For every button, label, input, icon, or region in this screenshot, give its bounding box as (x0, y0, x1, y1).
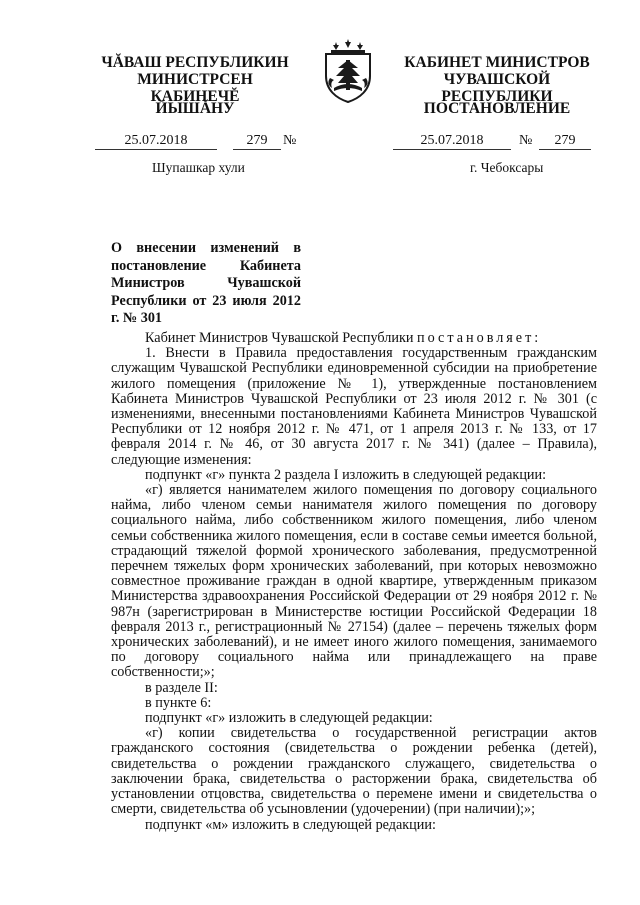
doc-date-chuvash: 25.07.2018 (95, 133, 217, 150)
issuer-chuvash-line2: МИНИСТРСЕН КАБИНЕЧĔ (137, 71, 253, 105)
body-paragraph: подпункт «м» изложить в следующей редакции: (145, 816, 436, 833)
coat-of-arms-icon (316, 38, 380, 106)
body-paragraph: «г) копии свидетельства о государственной регистрации актов гражданского состояния (свидетельства о рождении ребенка (детей), свидетельства о рождении гражданского служащего, свидетельства о заключении брака, свидетельства о расторжении брака, свидетельства об установлении отцовства, свидетельства о перемене имени и свидетельства о смерти, свидетельства об усыновлении (удочерении) (при наличии);»; (111, 725, 597, 818)
dateline-russian (393, 133, 598, 150)
body-paragraph: в пункте 6: (145, 694, 212, 711)
body-paragraph: подпункт «г» пункта 2 раздела I изложить в следующей редакции: (145, 466, 547, 483)
city-russian: г. Чебоксары (470, 160, 544, 175)
document-body (111, 331, 597, 833)
issuer-russian (392, 54, 602, 105)
intro-paragraph (111, 331, 597, 346)
dateline-chuvash (95, 133, 305, 150)
body-paragraph: в разделе II: (145, 679, 218, 696)
doc-date-russian: 25.07.2018 (393, 133, 511, 150)
number-sign-chuvash: № (283, 133, 297, 148)
body-paragraph: «г) является нанимателем жилого помещения по договору социального найма, либо членом семьи нанимателя жилого помещения по договору социального найма, либо собственником жилого помещения, либо членом семьи собственника жилого помещения, если в составе семьи имеется больной, страдающий тяжелой формой хронического заболевания, предусмотренной перечнем тяжелых форм хронических заболеваний, при которых невозможно совместное проживание граждан в одной квартире, утвержденным приказом Министерства здравоохранения Российской Федерации от 29 ноября 2012 г. № 987н (зарегистрирован в Министерстве юстиции Российской Федерации 18 февраля 2013 г., регистрационный № 27154) (далее – перечень тяжелых форм хронических заболеваний), и не имеет иного жилого помещения, занимаемого по договору социального найма или принадлежащего на праве собственности;»; (111, 482, 597, 681)
issuer-russian-line1: КАБИНЕТ МИНИСТРОВ (404, 54, 590, 71)
document-subject: О внесении изменений в постановление Кабинета Министров Чувашской Республики от 23 июля 2012 г. № 301 (111, 240, 301, 327)
doc-type-chuvash: ЙЫШĂНУ (155, 100, 235, 117)
intro-resolves: постановляет: (417, 330, 542, 346)
doc-number-chuvash: 279 (233, 133, 281, 150)
body-paragraph: 1. Внести в Правила предоставления государственным гражданским служащим Чувашской Республики единовременной субсидии на приобретение жилого помещения (приложение № 1), утвержденные постановлением Кабинета Министров Чувашской Республики от 23 июля 2012 г. № 301 (с изменениями, внесенными постановлениями Кабинета Министров Чувашской Республики от 12 ноября 2012 г. № 471, от 1 апреля 2013 г. № 133, от 17 февраля 2014 г. № 46, от 30 августа 2017 г. № 341) (далее – Правила), следующие изменения: (111, 345, 597, 468)
doc-number-russian: 279 (539, 133, 591, 150)
doc-type-russian: ПОСТАНОВЛЕНИЕ (423, 100, 571, 117)
body-paragraph: подпункт «г» изложить в следующей редакции: (145, 710, 433, 727)
issuer-russian-line2: ЧУВАШСКОЙ РЕСПУБЛИКИ (441, 71, 553, 105)
number-sign-russian: № (519, 133, 533, 148)
city-chuvash: Шупашкар хули (152, 160, 245, 175)
intro-text: Кабинет Министров Чувашской Республики (145, 330, 414, 346)
issuer-chuvash-line1: ЧĂВАШ РЕСПУБЛИКИН (101, 54, 289, 71)
issuer-chuvash (95, 54, 295, 105)
